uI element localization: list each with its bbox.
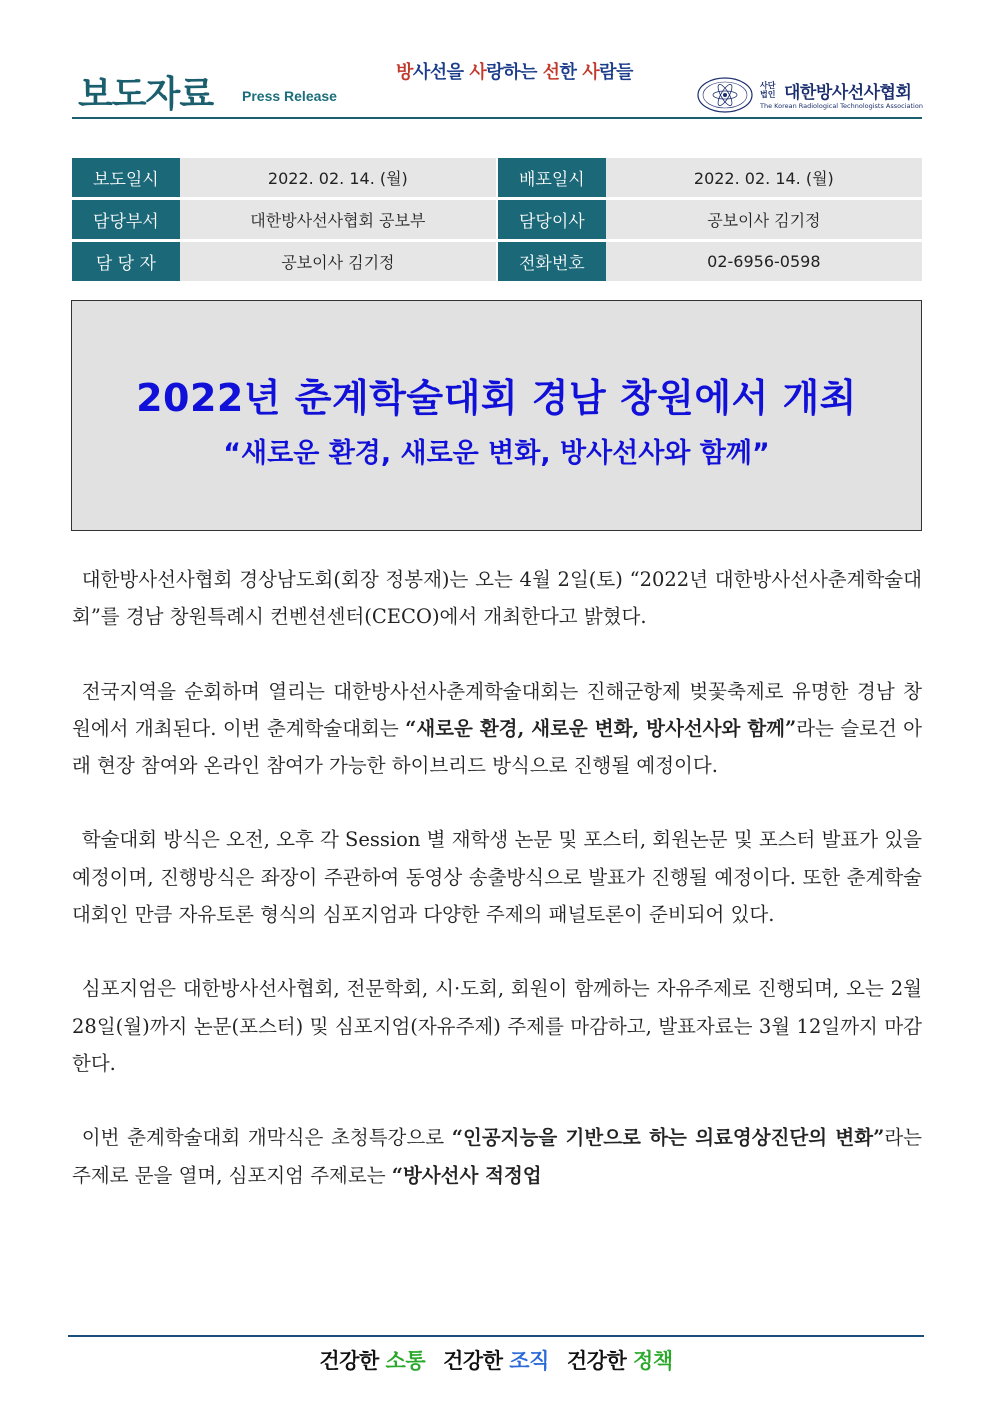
headline-box — [71, 300, 922, 531]
footer-part: 건강한 — [566, 1348, 634, 1373]
symposium-topic-emphasis: “방사선사 적정업 — [391, 1163, 542, 1187]
slogan-part: 방 — [396, 62, 413, 83]
paragraph: 학술대회 방식은 오전, 오후 각 Session 별 재학생 논문 및 포스터, 회원논문 및 포스터 발표가 있을 예정이며, 진행방식은 좌장이 주관하여 동영상 송출방식으로 발표가 진행될 예정이다. 또한 춘계학술대회인 만큼 자유토론 형식의 심포지엄과 다양한 주제의 패널토론이 준비되어 있다. — [72, 828, 922, 927]
release-info-table — [72, 155, 922, 284]
header-slogan — [396, 58, 633, 84]
slogan-part: 람들 — [599, 62, 633, 83]
document-type-title: 보도자료 — [78, 74, 214, 115]
atom-emblem-icon — [696, 76, 754, 114]
slogan-part: 사 — [469, 62, 487, 83]
association-logo — [696, 76, 922, 116]
headline-subtitle: “새로운 환경, 새로운 변화, 방사선사와 함께” — [223, 438, 770, 469]
paragraph: 심포지엄은 대한방사선사협회, 전문학회, 시·도회, 회원이 함께하는 자유주제로 진행되며, 오는 2월 28일(월)까지 논문(포스터) 및 심포지엄(자유주제) 주제를 마감하고, 발표자료는 3월 12일까지 마감한다. — [72, 977, 922, 1075]
footer-part: 건강한 — [443, 1348, 510, 1373]
table-row — [72, 242, 922, 281]
footer-part: 조직 — [509, 1348, 549, 1373]
slogan-part: 사선을 — [412, 62, 470, 83]
release-date-value: 2022. 02. 14. (월) — [180, 158, 496, 197]
paragraph-text: 전국지역을 순회하며 열리는 대한방사선사춘계학술대회는 진해군항제 벚꽃축제로 유명한 경남 창원에서 개최된다. 이번 춘계학술대회는 — [72, 679, 922, 740]
footer-slogan — [0, 1345, 992, 1375]
slogan-part: 랑하는 — [486, 62, 543, 83]
page-header — [72, 46, 922, 118]
press-release-label: Press Release — [242, 88, 337, 104]
paragraph-text: 라는 주제로 문을 열며, 심포지엄 주제로는 — [72, 1126, 922, 1187]
paragraph-text: 라는 슬로건 아래 현장 참여와 온라인 참여가 가능한 하이브리드 방식으로 진행될 예정이다. — [72, 716, 923, 778]
contact-person-value: 공보이사 김기정 — [180, 242, 496, 281]
contact-person-label: 담 당 자 — [72, 242, 180, 281]
paragraph-text: 이번 춘계학술대회 개막식은 초청특강으로 — [81, 1126, 452, 1150]
slogan-part: 사 — [582, 62, 600, 83]
footer-part: 소통 — [385, 1348, 426, 1373]
phone-label: 전화번호 — [498, 242, 606, 281]
header-divider — [72, 117, 922, 119]
article-body — [72, 561, 922, 1231]
department-label: 담당부서 — [72, 200, 180, 239]
distribution-date-value: 2022. 02. 14. (월) — [606, 158, 922, 197]
slogan-part: 한 — [559, 62, 583, 83]
phone-value: 02-6956-0598 — [606, 242, 922, 281]
logo-english-name: The Korean Radiological Technologists Association — [760, 102, 923, 110]
director-value: 공보이사 김기정 — [606, 200, 922, 239]
headline-title: 2022년 춘계학술대회 경남 창원에서 개최 — [136, 376, 857, 420]
director-label: 담당이사 — [498, 200, 606, 239]
distribution-date-label: 배포일시 — [498, 158, 606, 197]
slogan-part: 선 — [542, 62, 560, 83]
footer-divider — [68, 1335, 924, 1337]
table-row — [72, 158, 922, 197]
footer-part: 건강한 — [319, 1348, 386, 1373]
department-value: 대한방사선사협회 공보부 — [180, 200, 496, 239]
paragraph — [72, 673, 922, 785]
footer-part: 정책 — [633, 1348, 673, 1373]
table-row — [72, 200, 922, 239]
lecture-title-emphasis: “인공지능을 기반으로 하는 의료영상진단의 변화” — [451, 1126, 885, 1150]
slogan-emphasis: “새로운 환경, 새로운 변화, 방사선사와 함께” — [405, 716, 797, 740]
release-date-label: 보도일시 — [72, 158, 180, 197]
paragraph: 대한방사선사협회 경상남도회(회장 정봉재)는 오는 4월 2일(토) “2022년 대한방사선사춘계학술대회”를 경남 창원특례시 컨벤션센터(CECO)에서 개최한다고 밝혔다. — [72, 568, 922, 629]
logo-tag: 사단법인 — [760, 81, 776, 99]
paragraph — [72, 1119, 922, 1194]
logo-name: 대한방사선사협회 — [784, 83, 912, 103]
